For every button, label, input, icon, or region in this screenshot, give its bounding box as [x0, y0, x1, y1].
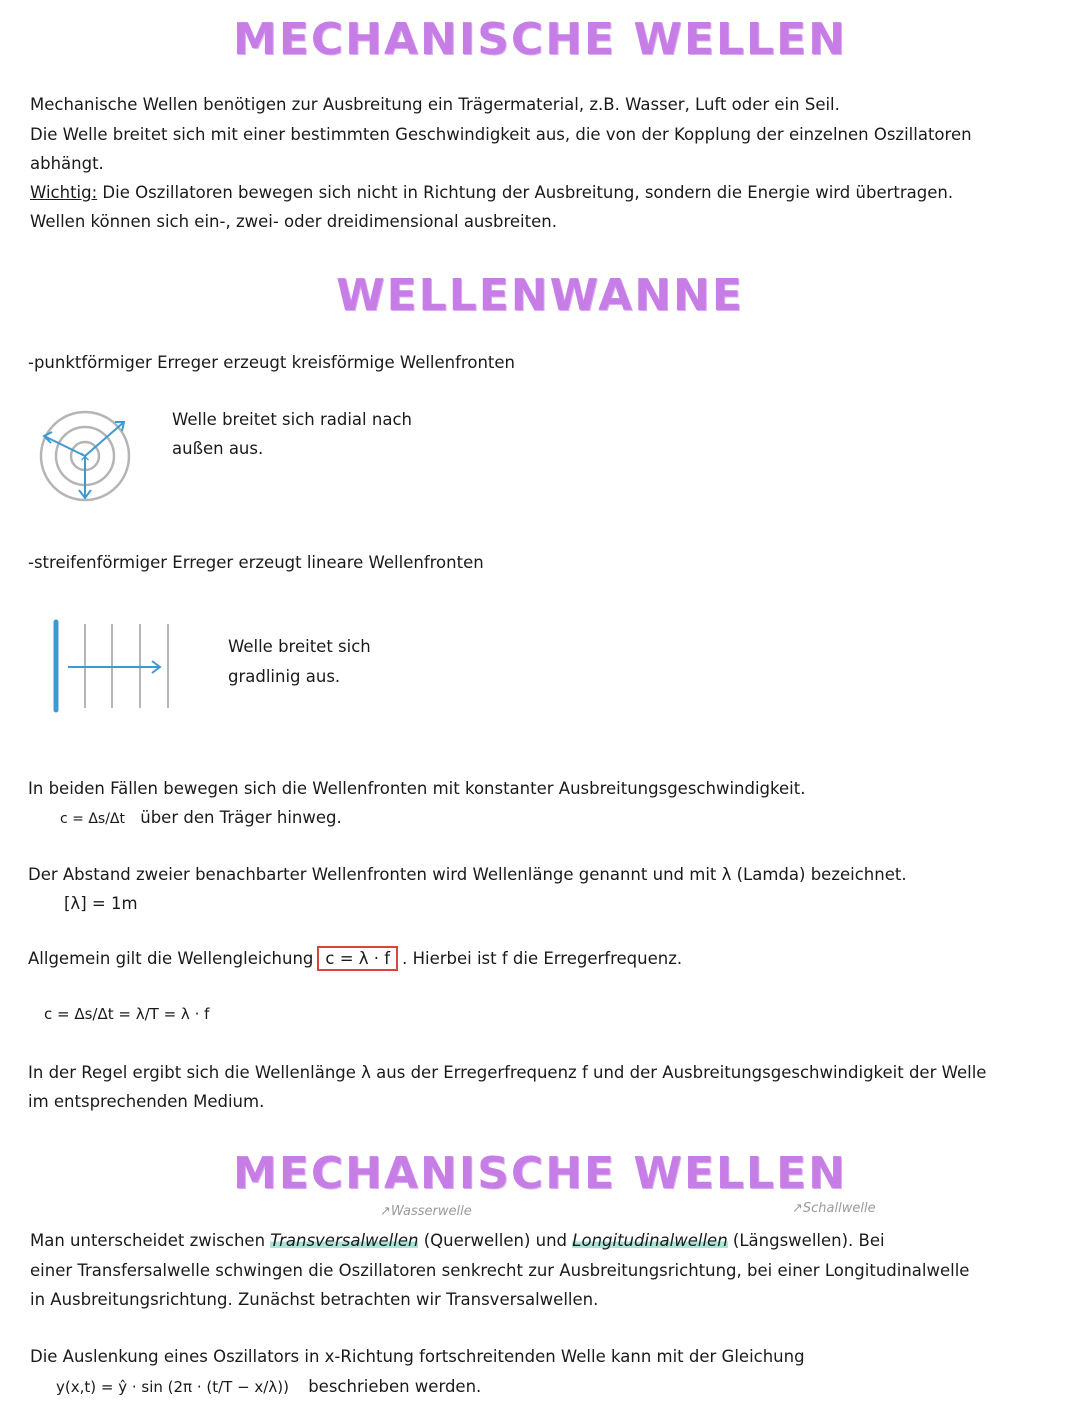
types-text-b: (Querwellen) und: [418, 1231, 573, 1250]
intro-line-1: Mechanische Wellen benötigen zur Ausbreitung ein Trägermaterial, z.B. Wasser, Luft oder ein Seil.: [30, 95, 840, 114]
point-exciter-desc-2: außen aus.: [172, 439, 264, 458]
wave-equation-line: [28, 944, 682, 973]
types-line-1: [30, 1226, 885, 1255]
note-water-wave: ↗Wasserwelle: [380, 1204, 472, 1219]
deflection-line-1: Die Auslenkung eines Oszillators in x-Richtung fortschreitenden Welle kann mit der Gleichung: [30, 1347, 805, 1366]
linear-wavefront-diagram: [50, 620, 180, 712]
speed-text: über den Träger hinweg.: [140, 808, 342, 827]
point-exciter-heading: -punktförmiger Erreger erzeugt kreisförmige Wellenfronten: [28, 353, 515, 372]
circular-wavefront-diagram: [38, 410, 134, 506]
term-longitudinal: Longitudinalwellen: [572, 1231, 728, 1250]
wave-equation-suffix: . Hierbei ist f die Erregerfrequenz.: [402, 949, 683, 968]
speed-line-1: In beiden Fällen bewegen sich die Wellenfronten mit konstanter Ausbreitungsgeschwindigkeit.: [28, 779, 806, 798]
intro-line-4: [30, 178, 953, 207]
note-sound-wave: ↗Schallwelle: [792, 1201, 876, 1216]
deflection-text: beschrieben werden.: [308, 1377, 482, 1396]
propagation-arrow: [68, 661, 160, 673]
deflection-line-2: [56, 1372, 481, 1402]
wave-equation-derivation: c = Δs/Δt = λ/T = λ · f: [44, 1005, 210, 1023]
intro-line-5: Wellen können sich ein-, zwei- oder dreidimensional ausbreiten.: [30, 212, 557, 231]
types-line-2: einer Transfersalwelle schwingen die Oszillatoren senkrecht zur Ausbreitungsrichtung, bei einer Longitudinalwelle: [30, 1261, 970, 1280]
speed-line-2: [60, 803, 342, 834]
important-label: Wichtig:: [30, 183, 98, 202]
section-title-mechanische-wellen-2: MECHANISCHE WELLEN: [233, 1148, 847, 1199]
intro-line-3: abhängt.: [30, 154, 104, 173]
strip-exciter-desc-2: gradlinig aus.: [228, 667, 341, 686]
important-text: Die Oszillatoren bewegen sich nicht in Richtung der Ausbreitung, sondern die Energie wird übertragen.: [97, 183, 954, 202]
wavelength-line-1: Der Abstand zweier benachbarter Wellenfronten wird Wellenlänge genannt und mit λ (Lamda) bezeichnet.: [28, 865, 907, 884]
wave-equation-boxed: c = λ · f: [317, 946, 398, 971]
rule-line-1: In der Regel ergibt sich die Wellenlänge λ aus der Erregerfrequenz f und der Ausbreitungsgeschwindigkeit der Welle: [28, 1063, 987, 1082]
point-exciter-desc-1: Welle breitet sich radial nach: [172, 410, 412, 429]
types-text-c: (Längswellen). Bei: [727, 1231, 885, 1250]
wavelength-unit: [λ] = 1m: [64, 894, 138, 913]
exciter-center-mark: ×: [79, 449, 91, 465]
term-transversal: Transversalwellen: [270, 1231, 419, 1250]
rule-line-2: im entsprechenden Medium.: [28, 1092, 265, 1111]
intro-line-2: Die Welle breitet sich mit einer bestimmten Geschwindigkeit aus, die von der Kopplung der einzelnen Oszillatoren: [30, 125, 972, 144]
strip-exciter-heading: -streifenförmiger Erreger erzeugt lineare Wellenfronten: [28, 553, 484, 572]
wave-equation-prefix: Allgemein gilt die Wellengleichung: [28, 949, 314, 968]
strip-exciter-desc-1: Welle breitet sich: [228, 637, 371, 656]
deflection-formula: y(x,t) = ŷ · sin (2π · (t/T − x/λ)): [56, 1378, 289, 1396]
types-line-3: in Ausbreitungsrichtung. Zunächst betrachten wir Transversalwellen.: [30, 1290, 599, 1309]
speed-formula: c = Δs/Δt: [60, 811, 125, 827]
section-title-wellenwanne: WELLENWANNE: [336, 270, 744, 321]
types-text-a: Man unterscheidet zwischen: [30, 1231, 271, 1250]
page-title: MECHANISCHE WELLEN: [233, 14, 847, 65]
